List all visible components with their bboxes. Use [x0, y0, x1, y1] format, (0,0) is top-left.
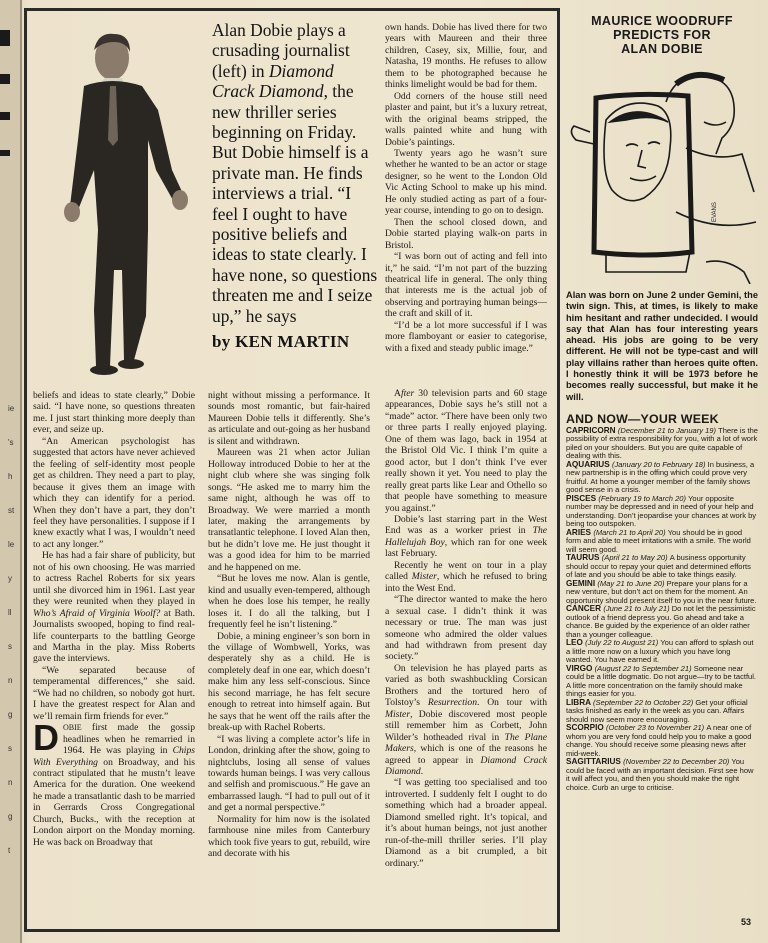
- woodruff-prediction: Alan was born on June 2 under Gemini, the twin sign. This, at times, is likely to make him hesitant and rather undecided. I would say that Alan has four interesting years ahead. His jobs are going to be very different. He will not be type-cast and will play villains rather than heroes quite often. I honestly think it will be 1973 before he becomes really successful, but make it he will.: [566, 290, 758, 402]
- horoscope-list: [566, 427, 758, 793]
- sidebar-title: [566, 14, 758, 56]
- article-paragraph: Maureen was 21 when actor Julian Holloway introduced Dobie to her at the night club where she was singing folk songs. “He asked me to marry him the same night, although he was off to Broadway. We were married a month later, making the arrangements by transatlantic telephone. I loved Alan then, but he didn’t love me. He just thought it was a good idea for him to be married and he happened on me.: [208, 447, 370, 573]
- sign-forecast: You can afford to splash out a little more now on a luxury which you have long wanted. You have earned it.: [566, 638, 754, 665]
- horoscope-entry: [566, 758, 758, 792]
- sign-name: AQUARIUS: [566, 459, 612, 469]
- gutter-text-fragment: n: [8, 676, 13, 685]
- sign-dates: (August 22 to September 21): [594, 663, 694, 673]
- article-paragraph: own hands. Dobie has lived there for two years with Maureen and their three children, Casey, six, Millie, four, and Natasha, 19 months. He refuses to allow them to be photographed because he thinks limelight would be bad for them.: [385, 22, 547, 91]
- sign-dates: (April 21 to May 20): [601, 553, 670, 563]
- sign-name: ARIES: [566, 527, 594, 537]
- gutter-mark: [0, 112, 10, 120]
- sign-name: TAURUS: [566, 553, 602, 563]
- horoscope-entry: [566, 605, 758, 639]
- sidebar-title-line-2: PREDICTS FOR: [613, 28, 711, 42]
- horoscope-entry: [566, 427, 758, 461]
- sign-name: GEMINI: [566, 578, 598, 588]
- gutter-mark: [0, 74, 10, 84]
- cartoon-signature: EVANS: [712, 202, 718, 222]
- sign-forecast: A near one of whom you are very fond could help you to make a good change. You should receive some pleasing news after mid-week.: [566, 723, 752, 758]
- previous-page-gutter: [0, 0, 22, 943]
- article-paragraph: night without missing a performance. It sounds most romantic, but fair-haired Maureen Dobie tells it differently. She’s as articulate and out-going as her husband is silent and withdrawn.: [208, 390, 370, 447]
- sign-forecast: Prepare your plans for a new venture, but don’t act on them for the moment. An opportunity should present itself to you in the near future.: [566, 578, 757, 605]
- gutter-text-fragment: 's: [8, 438, 14, 447]
- sign-dates: (June 21 to July 21): [603, 604, 672, 614]
- article-paragraph: He has had a fair share of publicity, but not of his own choosing. He was married to actress Rachel Roberts for six years until she divorced him in 1961. Last year they were reunited when they played in Who’s Afraid of Virginia Woolf? at Bath. Journalists swooped, hoping to find real-life counterparts to the battling George and Martha in the play. Miss Roberts gave the interviews.: [33, 550, 195, 665]
- sign-forecast: There is the possibility of extra responsibility for you, with a lot of work piled on your shoulders. But you are quite capable of dealing with this.: [566, 425, 758, 461]
- article-paragraph: “I was getting too specialised and too introverted. I suddenly felt I ought to do something which had a broader appeal. Diamond smelled right. It’s topical, and it’s about human beings, not just another run-of-the-mill thriller series. I’ll play Diamond as a bit crumpled, a bit ordinary.”: [385, 777, 547, 869]
- sign-dates: (September 22 to October 22): [593, 697, 696, 707]
- gutter-text-fragment: h: [8, 472, 13, 481]
- article-column-3-top: [385, 22, 547, 354]
- article-paragraph: beliefs and ideas to state clearly,” Dobie said. “I have none, so questions threaten me. I just start thinking more deeply than ever, and seize up.: [33, 390, 195, 436]
- article-paragraph: Normality for him now is the isolated farmhouse nine miles from Canterbury which took five years to gut, rebuild, wire and decorate with his: [208, 813, 370, 860]
- article-column-1: [33, 390, 195, 848]
- sign-name: CAPRICORN: [566, 425, 618, 435]
- sidebar-title-line-1: MAURICE WOODRUFF: [591, 14, 733, 28]
- gutter-text-fragment: s: [8, 642, 12, 651]
- sign-forecast: Your opposite number may be depressed and in need of your help and understanding. Don’t jeopardise your chances at work by being too outspoken.: [566, 493, 757, 529]
- sign-forecast: Get your official tasks finished as early in the week as you can. Affairs should now seem more encouraging.: [566, 697, 748, 724]
- horoscope-entry: [566, 461, 758, 495]
- sign-dates: (December 21 to January 19): [617, 425, 719, 435]
- article-paragraph: “I was born out of acting and fell into it,” he said. “I’m not part of the buzzing theatrical life in general. The only thing that interests me is the actual job of observing and portraying human beings—the craft and skill of it.: [385, 251, 547, 320]
- sign-forecast: In business, a new partnership is in the offing which could prove very fruitful. At home a younger member of the family shows good sense in a crisis.: [566, 459, 755, 495]
- article-headline-deck: [212, 20, 378, 353]
- article-paragraph: Twenty years ago he wasn’t sure whether he wanted to be an actor or stage designer, so he went to the London Old Vic Acting School to make up his mind. He only studied acting as part of a four-year course, intending to go on to design.: [385, 147, 547, 217]
- sign-name: VIRGO: [566, 663, 595, 673]
- sign-name: SAGITTARIUS: [566, 757, 624, 767]
- gutter-text-fragment: n: [8, 778, 13, 787]
- deck-part-2: , the new thriller series beginning on Friday. But Dobie himself is a private man. He finds interviews a trial. “I feel I ought to have positive beliefs and ideas to state clearly. I have none, so questions threaten me and I seize up,” he says: [212, 81, 378, 326]
- gutter-text-fragment: t: [8, 846, 11, 855]
- your-week-heading: AND NOW—YOUR WEEK: [566, 411, 719, 426]
- article-paragraph: On television he has played parts as varied as both swashbuckling Corsican Brothers and the tortured hero of Tolstoy’s Resurrection. On tour with Mister, Dobie discovered most people still remember him as Corbett, John Wilder’s hotheaded rival in The Plane Makers, which is one of the reasons he agreed to appear in Diamond Crack Diamond.: [385, 662, 547, 777]
- caricature-cartoon: [566, 62, 758, 284]
- sign-dates: (October 23 to November 21): [606, 723, 707, 733]
- horoscope-entry: [566, 665, 758, 699]
- sign-name: PISCES: [566, 493, 599, 503]
- horoscope-entry: [566, 639, 758, 665]
- horoscope-entry: [566, 724, 758, 758]
- page-number: 53: [740, 917, 751, 927]
- horoscope-entry: [566, 554, 758, 580]
- gutter-text-fragment: g: [8, 710, 13, 719]
- sign-name: LEO: [566, 638, 586, 648]
- article-paragraph: Recently he went on tour in a play called Mister, which he refused to bring into the West End.: [385, 559, 547, 594]
- gutter-mark: [0, 150, 10, 156]
- article-paragraph: Then the school closed down, and Dobie started playing walk-on parts in Bristol.: [385, 216, 547, 251]
- gutter-text-fragment: g: [8, 812, 13, 821]
- sign-forecast: You should be in good form and able to meet irritations with a smile. The world will seem good.: [566, 527, 751, 554]
- article-paragraph: Dobie’s last starring part in the West End was as a worker priest in The Hallelujah Boy, which ran for one week last February.: [385, 513, 547, 560]
- gutter-text-fragment: ie: [8, 404, 15, 413]
- horoscope-entry: [566, 529, 758, 555]
- sign-dates: (July 22 to August 21): [585, 638, 661, 648]
- article-paragraph: Odd corners of the house still need plaster and paint, but it’s a luxury retreat, with the original beams stripped, the walls painted white and hung with Dobie’s paintings.: [385, 90, 547, 148]
- article-paragraph: DOBIE first made the gossip headlines when he remarried in 1964. He was playing in Chips With Everything on Broadway, and his contract stipulated that he mustn’t leave America for the duration. One weekend he made a transatlantic dash to be married in Gerrards Cross Congregational Church, Bucks., with the reception at London airport on the Monday morning. He was back on Broadway that: [33, 717, 195, 848]
- horoscope-entry: [566, 580, 758, 606]
- article-paragraph: Dobie, a mining engineer’s son born in the village of Wombwell, Yorks, was desperately shy as a child. He is completely deaf in one ear, which doesn’t make him any less self-conscious. Since his second marriage, he has felt secure enough to retreat into himself again. But he says that he went off the rails after the break-up with Rachel Roberts.: [208, 630, 370, 734]
- sign-name: LIBRA: [566, 697, 593, 707]
- horoscope-entry: [566, 699, 758, 725]
- article-paragraph: After 30 television parts and 60 stage appearances, Dobie says he’s still not a “made” actor. “There have been only two or three parts I really enjoyed playing. One of them was Iago, back in 1954 at the Bristol Old Vic. I think I’m quite a good actor, but I don’t think I’ve ever really shown it yet. You need to play the really great parts like Lear and Othello so that people have something to measure you against.”: [385, 388, 547, 514]
- sign-forecast: Someone near could be a little dogmatic. Do not argue—try to be tactful. A little more concentration on the family should make things easier for you.: [566, 663, 757, 699]
- article-column-2: [208, 390, 370, 860]
- article-paragraph: “We separated because of temperamental differences,” she said. “We had no children, so nobody got hurt. I have the greatest respect for Alan and we’ll remain firm friends for ever.”: [33, 664, 195, 722]
- deck-series-title: Diamond Crack Diamond: [212, 60, 334, 102]
- gutter-text-fragment: ll: [8, 608, 12, 617]
- article-paragraph: “The director wanted to make the hero a sexual case. I didn’t think it was necessary or true. The man was just someone who admired the older values and had withdrawn from present day society.”: [385, 594, 547, 663]
- sign-name: CANCER: [566, 604, 604, 614]
- article-paragraph: “An American psychologist has suggested that actors have never achieved the feeling of self-identity most people get as children. They need a part to play, because it gives them an image with which they can identify for a period. When they don’t have a part, they don’t feel they have personalities. I suppose if I knew exactly what I was, I wouldn’t need to act any longer.”: [33, 435, 195, 550]
- deck-part-1: Alan Dobie plays a crusading journalist (left) in: [212, 20, 350, 81]
- horoscope-sidebar: [566, 14, 758, 792]
- sign-dates: (February 19 to March 20): [598, 493, 689, 503]
- sign-dates: (May 21 to June 20): [597, 578, 667, 588]
- sign-dates: (March 21 to April 20): [593, 527, 668, 537]
- article-paragraph: “But he loves me now. Alan is gentle, kind and usually even-tempered, although when he does lose his temper, he really loses it. I do all the talking, but I frequently feel he isn’t listening.”: [208, 573, 370, 631]
- caricature-drawing: [566, 62, 758, 284]
- gutter-text-fragment: s: [8, 744, 12, 753]
- article-column-3-bottom: [385, 388, 547, 869]
- article-paragraph: “I’d be a lot more successful if I was more flamboyant or easier to categorise, with a fixed and steady public image.”: [385, 319, 547, 354]
- sign-forecast: You could be faced with an important decision. First see how it will affect you, and then you should make the right choice. Curb an urge to criticise.: [566, 757, 754, 792]
- gutter-text-fragment: st: [8, 506, 15, 515]
- gutter-text-fragment: y: [8, 574, 12, 583]
- alan-dobie-photo: [34, 20, 200, 390]
- article-paragraph: “I was living a complete actor’s life in London, drinking after the show, going to nightclubs, losing all sense of values towards human beings. I was very callous and selfish and promiscuous.” He gave an embarrassed laugh. “I had to pull out of it and get a normal perspective.”: [208, 733, 370, 814]
- sign-forecast: A business opportunity should occur to repay your quiet and determined efforts of late and you should be able to take things easily.: [566, 553, 751, 580]
- byline: by KEN MARTIN: [212, 332, 350, 352]
- horoscope-entry: [566, 495, 758, 529]
- gutter-mark: [0, 30, 10, 46]
- sign-forecast: Do not let the pessimistic outlook of a friend depress you. Go ahead and take a chance. Be guided by the experience of an older rather than a younger colleague.: [566, 604, 756, 639]
- drop-cap: D: [33, 717, 59, 759]
- sidebar-title-line-3: ALAN DOBIE: [621, 42, 703, 56]
- sign-dates: (January 20 to February 18): [611, 459, 708, 469]
- gutter-text-fragment: le: [8, 540, 15, 549]
- sign-name: SCORPIO: [566, 723, 607, 733]
- sign-dates: (November 22 to December 20): [623, 757, 732, 767]
